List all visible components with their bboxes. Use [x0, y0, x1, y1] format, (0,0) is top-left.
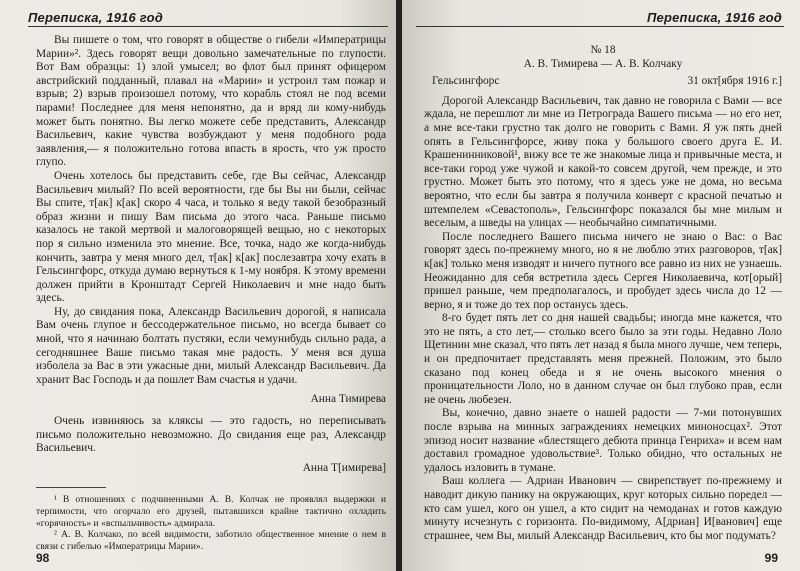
- place-date-line: [424, 75, 782, 89]
- header-rule-left: [28, 26, 388, 27]
- footnote: ² А. В. Колчако, по всей видимости, заботило общественное мнение о нем в связи с гибелью «Императрицы Марии».: [36, 529, 386, 552]
- letter-date: 31 окт[ября 1916 г.]: [687, 75, 782, 88]
- running-header-right: Переписка, 1916 год: [647, 10, 782, 25]
- letter-paragraph: 8-го будет пять лет со дня нашей свадьбы; иногда мне кажется, что это не пять, а сто лет,— столько всего было за эти годы. Недавно Лоло Щетинин мне сказал, что пять лет назад я была много лучше, чем теперь, и он предпочитает представлять меня прежней. Положим, это было сказано под конец обеда и я не очень высокого мнения о проницательности Лоло, но в данном случае он был глубоко прав, если не очень любезен.: [424, 312, 782, 406]
- letter-paragraph: Ну, до свидания пока, Александр Васильевич дорогой, я написала Вам очень глупое и бессодержательное письмо, но всегда бывает со мной, что я начинаю болтать пустяки, если чемунибудь сильно рада, а сегодняшнее Ваше письмо такая мне радость. У меня вся душа изболела за Вас в эти ужасные дни, милый Александр Васильевич. Да хранит Вас Господь и да пошлет Вам счастья и удачи.: [36, 305, 386, 386]
- letter-paragraph: Ваш коллега — Адриан Иванович — свирепствует по-прежнему и наводит дикую панику на окружающих, круг которых сильно поредел — кто сам ушел, кого он ушел, а кто сидит на чемоданах и готов каждую минуту исчезнуть с горизонта. По-видимому, А[дриан] И[ванович] еще страшнее, чем Вы, милый Александр Васильевич, кто бы мог подумать?: [424, 475, 782, 542]
- left-page-body: [36, 34, 386, 552]
- letter-place: Гельсингфорс: [432, 75, 500, 88]
- right-page: [402, 0, 800, 571]
- letter-paragraph: Вы пишете о том, что говорят в обществе о гибели «Императрицы Марии»². Здесь говорят вещи довольно замечательные по глупости. Вот Вам образцы: 1) злой умысел; во флот был принят офицером австрийский подданный, плавал на «Марии» и устроил там пожар и взрыв; 2) взрыв произошел потому, что корабль стоял не под всеми парами! Последнее для меня непонятно, да и вряд ли кому-нибудь может быть понятно. Вы легко можете себе представить, Александр Васильевич, какие чувства возбуждают у меня подобного рода заявления,— я положительно готова впасть в ярость, что уж просто глупо.: [36, 34, 386, 169]
- header-rule-right: [416, 26, 784, 27]
- document-title: А. В. Тимирева — А. В. Колчаку: [523, 57, 683, 70]
- page-number-right: 99: [764, 551, 778, 565]
- footnote-rule: [36, 487, 106, 488]
- left-page: [0, 0, 398, 571]
- letter-paragraph: Очень хотелось бы представить себе, где Вы сейчас, Александр Васильевич милый? По всей вероятности, где бы Вы ни были, сейчас Вы спите, т[ак] к[ак] скоро 4 часа, и только я веду такой безобразный образ жизни и пишу Вам письма до этого часа. Раньше письмо казалось не такой мертвой и малоговорящей вещью, но с некоторых пор я сильно изменила это мнение. Все, точка, надо же когда-нибудь кончить, завтра у меня много дел, т[ак] к[ак] послезавтра хочу ехать в Гельсингфорс, откуда думаю вернуться к 1-му ноября. К этому времени должен прийти в Кронштадт Сергей Николаевич и мне надо быть здесь.: [36, 169, 386, 305]
- footnote: ¹ В отношениях с подчиненными А. В. Колчак не проявлял выдержки и терпимости, что огорчало его друзей, пытавшихся крайне тактично охладить «горячность» и «вспыльчивость» адмирала.: [36, 494, 386, 529]
- letter-paragraph: Дорогой Александр Васильевич, так давно не говорила с Вами — все ждала, не перешлют ли мне из Петрограда Вашего письма — но его нет, а мне все-таки грустно так долго не говорить с Вами. Я уж пять дней опять в Гельсингфорсе, живу пока у большого своего друга Е. И. Крашенинниковой¹, вижу все те же знакомые лица и привычные места, и все-таки город уже чужой и какой-то совсем другой, чем прежде, и это грустно. Может быть это потому, что я здесь уже не дома, но весьма вероятно, что если бы завтра я получила конверт с красной печатью и штемпелем «Севастополь», Гельсингфорс показался бы мне милым и веселым, а шведы на улицах — необычайно симпатичными.: [424, 94, 782, 230]
- running-header-left: Переписка, 1916 год: [28, 10, 163, 25]
- page-number-left: 98: [36, 551, 50, 565]
- signature: Анна Тимирева: [310, 393, 386, 406]
- right-page-body: [424, 42, 782, 543]
- letter-paragraph: После последнего Вашего письма ничего не знаю о Вас: о Вас говорят здесь по-прежнему много, но я не люблю этих разговоров, т[ак] к[ак] только меня изводят и ничего путного все равно из них не узнаешь. Неожиданно для себя встретила здесь Сергея Николаевича, кот[орый] пришел раньше, чем предполагалось, и пробудет здесь числа до 12 — верно, я и тоже до тех пор останусь здесь.: [424, 230, 782, 311]
- signature: Анна Т[имирева]: [302, 461, 386, 474]
- postscript: Очень извиняюсь за кляксы — это гадость, но переписывать письмо положительно невозможно. До свидания еще раз, Александр Васильевич.: [36, 415, 386, 455]
- letter-paragraph: Вы, конечно, давно знаете о нашей радости — 7-ми потонувших после взрыва на минных заграждениях немецких миноносцах². Этот эпизод носит название «блестящего дебюта принца Генриха» и всем нам доставил громадное удовольствие³. Только обидно, что остальных не удалось изловить в тумане.: [424, 407, 782, 474]
- document-number: № 18: [590, 44, 616, 56]
